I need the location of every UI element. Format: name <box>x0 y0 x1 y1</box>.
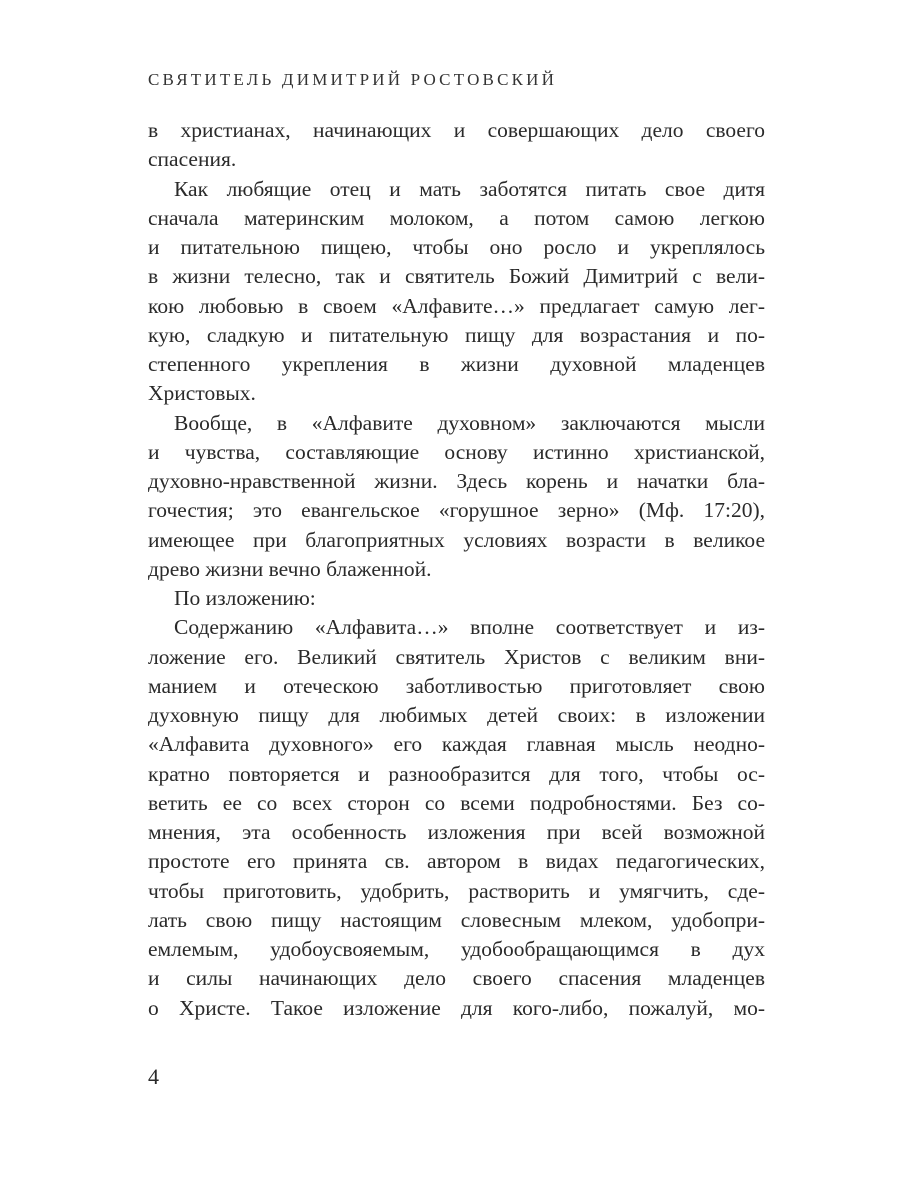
text-line: сначала материнским молоком, а потом самою легкою <box>148 205 765 230</box>
text-line: древо жизни вечно блаженной. <box>148 556 432 581</box>
text-line: Вообще, в «Алфавите духовном» заключаются мысли <box>174 410 765 435</box>
text-line: степенного укрепления в жизни духовной младенцев <box>148 352 765 376</box>
text-line: кую, сладкую и питательную пищу для возрастания и по- <box>148 322 765 347</box>
text-line: лать свою пищу настоящим словесным млеком, удобопри- <box>148 907 765 932</box>
text-line: Как любящие отец и мать заботятся питать свое дитя <box>174 176 765 201</box>
text-line: в жизни телесно, так и святитель Божий Димитрий с вели- <box>148 264 765 289</box>
text-line: имеющее при благоприятных условиях возрасти в великое <box>148 527 765 552</box>
text-line: духовную пищу для любимых детей своих: в изложении <box>148 703 765 727</box>
running-header: СВЯТИТЕЛЬ ДИМИТРИЙ РОСТОВСКИЙ <box>148 70 558 89</box>
text-line: ложение его. Великий святитель Христов с великим вни- <box>148 644 765 669</box>
text-line: о Христе. Такое изложение для кого-либо, пожалуй, мо- <box>148 995 765 1020</box>
text-line: кою любовью в своем «Алфавите…» предлагает самую лег- <box>148 293 765 318</box>
text-line: Христовых. <box>148 381 256 406</box>
body-text <box>148 116 765 1023</box>
text-line: гочестия; это евангельское «горушное зерно» (Мф. 17:20), <box>148 498 765 523</box>
text-line: и питательною пищею, чтобы оно росло и укреплялось <box>148 235 765 259</box>
text-line: Содержанию «Алфавита…» вполне соответствует и из- <box>174 615 765 640</box>
text-line: простоте его принята св. автором в видах педагогических, <box>148 849 765 874</box>
text-line: в христианах, начинающих и совершающих дело своего <box>148 118 765 142</box>
text-line: спасения. <box>148 147 237 172</box>
text-line: кратно повторяется и разнообразится для того, чтобы ос- <box>148 761 765 786</box>
text-line: чтобы приготовить, удобрить, растворить и умягчить, сде- <box>148 878 765 903</box>
text-line: и чувства, составляющие основу истинно христианской, <box>148 439 765 464</box>
text-line: «Алфавита духовного» его каждая главная мысль неодно- <box>148 732 765 757</box>
text-line: манием и отеческою заботливостью приготовляет свою <box>148 673 765 698</box>
text-line: и силы начинающих дело своего спасения младенцев <box>148 966 765 991</box>
text-line: духовно-нравственной жизни. Здесь корень и начатки бла- <box>148 469 765 493</box>
text-line: По изложению: <box>174 586 316 610</box>
text-line: ветить ее со всех сторон со всеми подробностями. Без со- <box>148 790 765 815</box>
text-line: мнения, эта особенность изложения при всей возможной <box>148 820 765 844</box>
page-number: 4 <box>148 1064 159 1089</box>
text-line: емлемым, удобоусвояемым, удобообращающимся в дух <box>148 937 765 961</box>
